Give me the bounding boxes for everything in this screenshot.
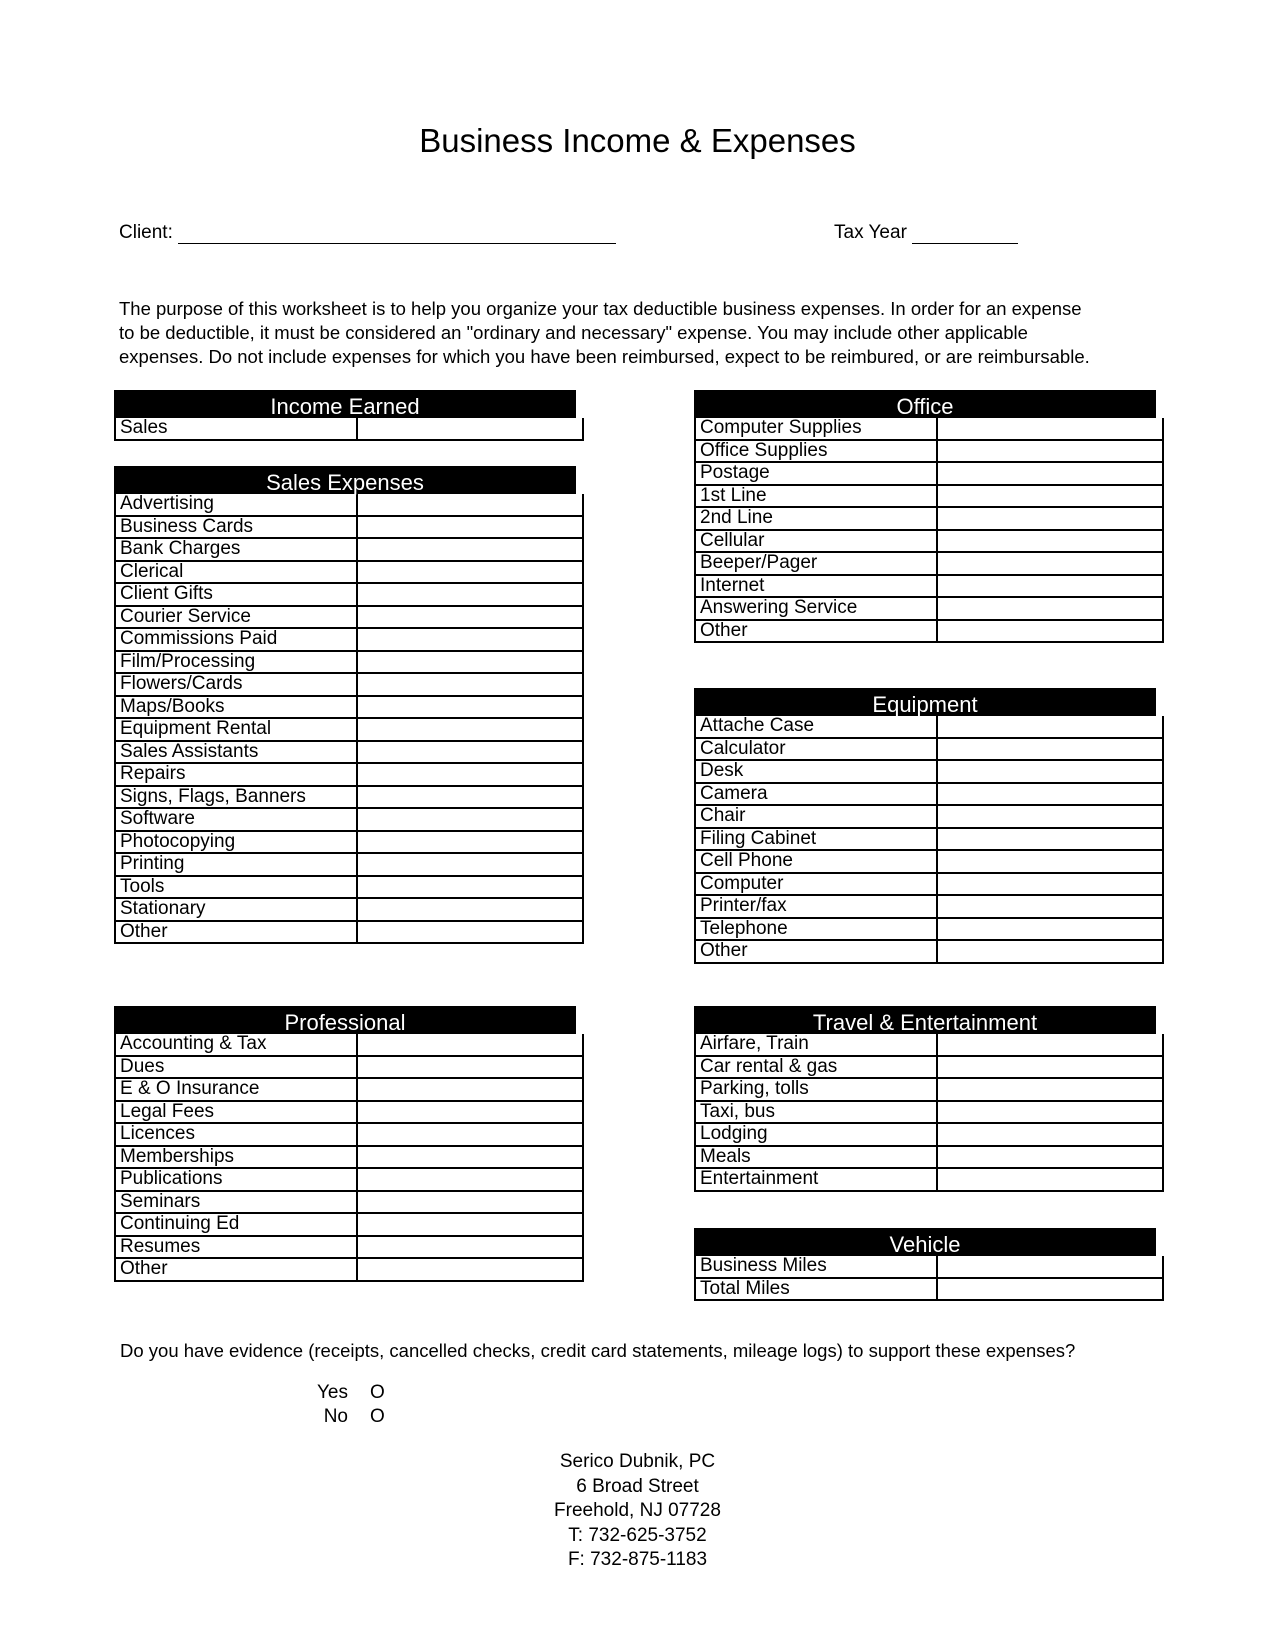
row-label: Client Gifts [115,583,357,606]
client-label: Client: [119,222,173,243]
amount-cell[interactable] [937,1034,1163,1056]
table-row [115,494,583,516]
amount-cell[interactable] [937,1101,1163,1124]
table-row [115,538,583,561]
table-row [115,696,583,719]
professional-section [114,1006,576,1282]
firm-contact-block [0,1450,1275,1573]
table-row [115,1123,583,1146]
row-label: E & O Insurance [115,1078,357,1101]
row-label: Maps/Books [115,696,357,719]
row-label: Resumes [115,1236,357,1259]
firm-city: Freehold, NJ 07728 [554,1500,721,1521]
table-row [695,597,1163,620]
vehicle-section [694,1228,1156,1301]
amount-cell[interactable] [357,1078,583,1101]
table-row [115,1056,583,1079]
amount-cell[interactable] [937,1256,1163,1278]
section-table [694,716,1164,964]
table-row [115,831,583,854]
client-input-line[interactable] [178,222,616,244]
section-table [694,418,1164,643]
amount-cell[interactable] [357,808,583,831]
amount-cell[interactable] [357,1056,583,1079]
table-row [695,716,1163,738]
client-field-row [119,222,616,244]
option-no-label: No [323,1406,348,1427]
travel-entertainment-section [694,1006,1156,1192]
row-label: Office Supplies [695,440,937,463]
amount-cell[interactable] [357,718,583,741]
amount-cell[interactable] [937,850,1163,873]
amount-cell[interactable] [937,530,1163,553]
amount-cell[interactable] [357,898,583,921]
intro-line: to be deductible, it must be considered an "ordinary and necessary" expense. You may include other applicable [119,322,1028,343]
row-label: Sales [115,418,357,440]
row-label: Accounting & Tax [115,1034,357,1056]
row-label: 2nd Line [695,507,937,530]
amount-cell[interactable] [937,738,1163,761]
table-row [115,741,583,764]
amount-cell[interactable] [937,783,1163,806]
amount-cell[interactable] [937,760,1163,783]
amount-cell[interactable] [937,1168,1163,1191]
table-row [695,918,1163,941]
tax-year-label: Tax Year [834,222,907,243]
amount-cell[interactable] [357,741,583,764]
table-row [695,462,1163,485]
table-row [115,561,583,584]
option-yes-radio[interactable]: O [370,1382,385,1403]
table-row [115,418,583,440]
table-row [115,763,583,786]
amount-cell[interactable] [937,418,1163,440]
row-label: Attache Case [695,716,937,738]
table-row [115,651,583,674]
row-label: Car rental & gas [695,1056,937,1079]
amount-cell[interactable] [937,873,1163,896]
amount-cell[interactable] [937,828,1163,851]
table-row [695,873,1163,896]
table-row [695,1078,1163,1101]
amount-cell[interactable] [357,853,583,876]
row-label: Business Cards [115,516,357,539]
table-row [695,783,1163,806]
table-row [115,1034,583,1056]
section-header: Equipment [694,688,1156,716]
section-table [114,1034,584,1282]
row-label: Airfare, Train [695,1034,937,1056]
row-label: Photocopying [115,831,357,854]
row-label: Film/Processing [115,651,357,674]
row-label: Postage [695,462,937,485]
table-row [695,895,1163,918]
amount-cell[interactable] [937,507,1163,530]
row-label: Other [695,940,937,963]
table-row [115,606,583,629]
amount-cell[interactable] [937,485,1163,508]
table-row [115,1078,583,1101]
table-row [695,575,1163,598]
amount-cell[interactable] [357,1168,583,1191]
table-row [695,552,1163,575]
amount-cell[interactable] [937,1278,1163,1301]
section-table [114,418,584,441]
amount-cell[interactable] [357,606,583,629]
table-row [695,850,1163,873]
row-label: Calculator [695,738,937,761]
page-title: Business Income & Expenses [419,122,856,159]
table-row [695,485,1163,508]
amount-cell[interactable] [937,1078,1163,1101]
tax-year-input-line[interactable] [912,222,1018,244]
row-label: Taxi, bus [695,1101,937,1124]
table-row [695,1034,1163,1056]
row-label: Computer [695,873,937,896]
amount-cell[interactable] [937,552,1163,575]
row-label: Advertising [115,494,357,516]
table-row [695,1123,1163,1146]
evidence-question: Do you have evidence (receipts, cancelled checks, credit card statements, mileage logs) to support these expenses? [120,1340,1076,1361]
office-section [694,390,1156,643]
row-label: Commissions Paid [115,628,357,651]
section-header: Professional [114,1006,576,1034]
section-table [694,1256,1164,1301]
table-row [115,921,583,944]
row-label: Entertainment [695,1168,937,1191]
amount-cell[interactable] [937,575,1163,598]
row-label: Stationary [115,898,357,921]
row-label: Repairs [115,763,357,786]
amount-cell[interactable] [357,538,583,561]
table-row [695,738,1163,761]
row-label: Sales Assistants [115,741,357,764]
equipment-section [694,688,1156,964]
amount-cell[interactable] [937,805,1163,828]
amount-cell[interactable] [357,1034,583,1056]
amount-cell[interactable] [937,620,1163,643]
table-row [115,786,583,809]
table-row [115,853,583,876]
intro-line: The purpose of this worksheet is to help you organize your tax deductible business expenses. In order for an expense [119,298,1082,319]
table-row [115,1213,583,1236]
firm-fax: F: 732-875-1183 [567,1549,708,1570]
amount-cell[interactable] [357,696,583,719]
table-row [115,1191,583,1214]
row-label: Total Miles [695,1278,937,1301]
amount-cell[interactable] [357,763,583,786]
intro-line: expenses. Do not include expenses for which you have been reimbursed, expect to be reimbured, or are reimbursable. [119,346,1090,367]
row-label: Courier Service [115,606,357,629]
amount-cell[interactable] [357,921,583,944]
table-row [115,898,583,921]
amount-cell[interactable] [357,1191,583,1214]
amount-cell[interactable] [357,494,583,516]
row-label: Flowers/Cards [115,673,357,696]
row-label: Filing Cabinet [695,828,937,851]
table-row [115,808,583,831]
table-row [115,718,583,741]
row-label: Memberships [115,1146,357,1169]
table-row [695,440,1163,463]
amount-cell[interactable] [937,895,1163,918]
row-label: Legal Fees [115,1101,357,1124]
row-label: Licences [115,1123,357,1146]
table-row [695,1168,1163,1191]
table-row [695,507,1163,530]
row-label: Camera [695,783,937,806]
section-table [694,1034,1164,1192]
row-label: Cellular [695,530,937,553]
table-row [115,1146,583,1169]
amount-cell[interactable] [357,1258,583,1281]
table-row [695,1056,1163,1079]
row-label: Cell Phone [695,850,937,873]
amount-cell[interactable] [357,786,583,809]
amount-cell[interactable] [357,516,583,539]
amount-cell[interactable] [357,651,583,674]
section-table [114,494,584,944]
firm-street: 6 Broad Street [576,1475,699,1497]
table-row [695,1146,1163,1169]
table-row [695,1278,1163,1301]
table-row [115,516,583,539]
row-label: Software [115,808,357,831]
amount-cell[interactable] [937,597,1163,620]
amount-cell[interactable] [357,1101,583,1124]
table-row [695,940,1163,963]
table-row [695,418,1163,440]
tax-year-field-row [834,222,1018,244]
amount-cell[interactable] [357,673,583,696]
amount-cell[interactable] [357,418,583,440]
row-label: Printing [115,853,357,876]
row-label: Beeper/Pager [695,552,937,575]
amount-cell[interactable] [357,876,583,899]
table-row [695,530,1163,553]
table-row [695,828,1163,851]
row-label: Other [115,1258,357,1281]
row-label: Clerical [115,561,357,584]
amount-cell[interactable] [937,1146,1163,1169]
amount-cell[interactable] [937,440,1163,463]
table-row [695,620,1163,643]
row-label: Continuing Ed [115,1213,357,1236]
table-row [695,1256,1163,1278]
option-yes-label: Yes [317,1382,348,1403]
table-row [115,673,583,696]
amount-cell[interactable] [357,831,583,854]
row-label: Other [115,921,357,944]
row-label: Telephone [695,918,937,941]
section-header: Travel & Entertainment [694,1006,1156,1034]
amount-cell[interactable] [357,1146,583,1169]
row-label: Seminars [115,1191,357,1214]
row-label: Lodging [695,1123,937,1146]
row-label: Signs, Flags, Banners [115,786,357,809]
amount-cell[interactable] [357,1213,583,1236]
row-label: Dues [115,1056,357,1079]
firm-phone: T: 732-625-3752 [568,1524,707,1546]
table-row [115,1101,583,1124]
row-label: Parking, tolls [695,1078,937,1101]
amount-cell[interactable] [937,1123,1163,1146]
row-label: Bank Charges [115,538,357,561]
table-row [115,628,583,651]
amount-cell[interactable] [357,1236,583,1259]
amount-cell[interactable] [937,940,1163,963]
option-no[interactable] [308,1406,385,1428]
row-label: Business Miles [695,1256,937,1278]
option-yes[interactable] [308,1382,385,1404]
table-row [695,805,1163,828]
sales-expenses-section [114,466,576,944]
row-label: Publications [115,1168,357,1191]
row-label: Computer Supplies [695,418,937,440]
table-row [115,1168,583,1191]
row-label: Printer/fax [695,895,937,918]
row-label: 1st Line [695,485,937,508]
section-header: Vehicle [694,1228,1156,1256]
amount-cell[interactable] [357,1123,583,1146]
section-header: Office [694,390,1156,418]
row-label: Meals [695,1146,937,1169]
table-row [115,1258,583,1281]
intro-paragraph [119,297,1159,369]
option-no-radio[interactable]: O [370,1406,385,1427]
amount-cell[interactable] [937,918,1163,941]
table-row [695,1101,1163,1124]
row-label: Equipment Rental [115,718,357,741]
table-row [115,583,583,606]
table-row [115,1236,583,1259]
amount-cell[interactable] [937,462,1163,485]
row-label: Internet [695,575,937,598]
row-label: Desk [695,760,937,783]
row-label: Chair [695,805,937,828]
table-row [115,876,583,899]
row-label: Tools [115,876,357,899]
amount-cell[interactable] [937,716,1163,738]
amount-cell[interactable] [937,1056,1163,1079]
income-earned-section [114,390,576,441]
table-row [695,760,1163,783]
row-label: Answering Service [695,597,937,620]
section-header: Income Earned [114,390,576,418]
amount-cell[interactable] [357,583,583,606]
amount-cell[interactable] [357,561,583,584]
amount-cell[interactable] [357,628,583,651]
section-header: Sales Expenses [114,466,576,494]
row-label: Other [695,620,937,643]
firm-name: Serico Dubnik, PC [559,1451,716,1472]
